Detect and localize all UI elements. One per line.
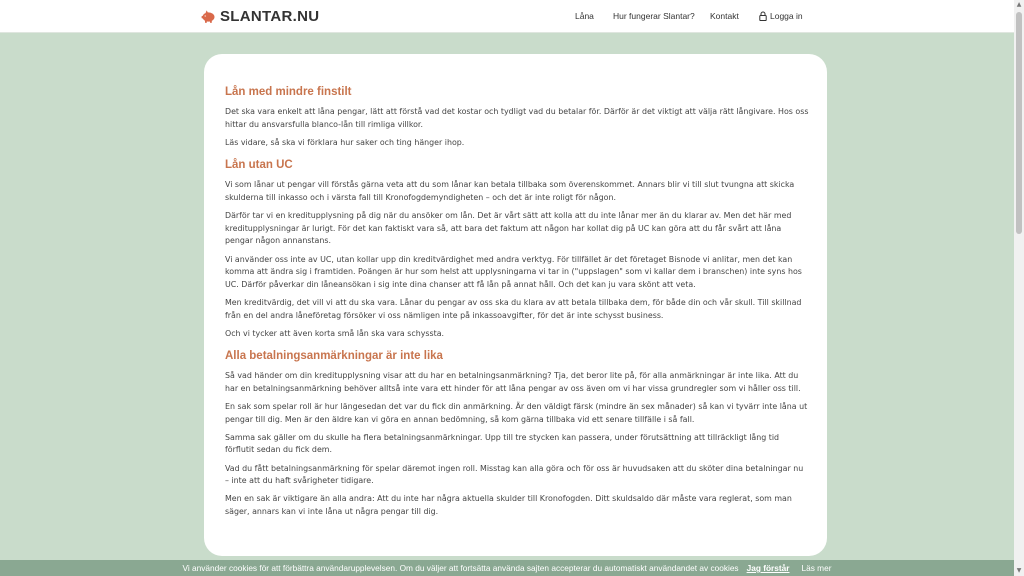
cookie-banner <box>0 560 1014 576</box>
paragraph: En sak som spelar roll är hur längesedan det var du fick din anmärkning. Är den väldigt färsk (mindre än sex månader) så kan vi tyvärr inte låna ut pengar till dig. Men är den äldre kan vi göra en annan bedömning, så kom gärna tillbaka vid ett senare tillfälle i så fall. <box>225 402 808 424</box>
scrollbar-thumb[interactable] <box>1016 12 1022 234</box>
logo-text: SLANTAR.NU <box>220 7 320 25</box>
cookie-text: Vi använder cookies för att förbättra användarupplevelsen. Om du väljer att fortsätta använda sajten accepterar du automatiskt användandet av cookies <box>182 563 739 573</box>
piggy-bank-icon <box>200 8 216 24</box>
paragraph: Samma sak gäller om du skulle ha flera betalningsanmärkningar. Upp till tre stycken kan passera, under förutsättning att tillräckligt lång tid förflutit sedan du fick dem. <box>225 432 780 455</box>
cookie-read-more-link[interactable]: Läs mer <box>801 563 832 573</box>
site-logo[interactable] <box>200 6 319 26</box>
paragraph: Läs vidare, så ska vi förklara hur saker och ting hänger ihop. <box>225 137 465 147</box>
paragraph: Vi använder oss inte av UC, utan kollar upp din kreditvärdighet med andra verktyg. För tillfället är det företaget Bisnode vi anlitar, men det kan komma att ändra sig i framtiden. Poängen är hur som helst att upplysningarna vi tar in ("uppslagen" som vi kallar dem i branschen) inte syns hos UC. Därför påverkar din låneansökan i sig inte dina chanser att få lån på annat håll. Och det kan ju vara skönt att veta. <box>225 254 802 289</box>
cookie-accept-link[interactable]: Jag förstår <box>746 563 790 573</box>
nav-item-kontakt[interactable]: Kontakt <box>710 11 739 21</box>
section-lan-utan-uc <box>225 157 809 340</box>
section-heading: Lån med mindre finstilt <box>225 86 352 98</box>
nav-item-hur-fungerar[interactable]: Hur fungerar Slantar? <box>613 11 695 21</box>
paragraph: Vad du fått betalningsanmärkning för spelar däremot ingen roll. Misstag kan alla göra och för oss är huvudsaken att du sköter dina betalningar nu – inte att du haft svårigheter tidigare. <box>225 463 804 486</box>
paragraph: Vi som lånar ut pengar vill förstås gärna veta att du som lånar kan betala tillbaka som överenskommet. Annars blir vi till slut tvungna att skicka skulderna till inkasso och i värsta fall till Kronofogdemyndigheten – och det är inte roligt för någon. <box>225 180 795 202</box>
section-betalningsanmarkningar <box>225 348 809 518</box>
paragraph: Det ska vara enkelt att låna pengar, lätt att förstå vad det kostar och tydligt vad du betalar för. Därför är det viktigt att välja rätt långivare. Hos oss hittar du ansvarsfulla blanco-lån till rimliga villkor. <box>225 107 809 129</box>
paragraph: Men kreditvärdig, det vill vi att du ska vara. Lånar du pengar av oss ska du klara av att betala tillbaka dem, för både din och vår skull. Till skillnad från en del andra låneföretag försöker vi oss nämligen inte på inkassoavgifter, för det är inte schysst business. <box>225 297 802 320</box>
article <box>225 84 809 524</box>
section-heading: Alla betalningsanmärkningar är inte lika <box>225 350 443 363</box>
scroll-up-arrow-icon[interactable]: ▲ <box>1016 1 1022 8</box>
section-lan-med-mindre-finstilt <box>225 84 809 149</box>
content-card <box>204 54 827 556</box>
top-header <box>0 0 1014 33</box>
paragraph: Därför tar vi en kreditupplysning på dig när du ansöker om lån. Det är vårt sätt att kolla att du inte lånar mer än du klarar av. Men det här med kreditupplysningar är lurigt. För det kan faktiskt vara så, att bara det faktum att någon har kollat dig på UC kan göra att du får svårt att låna pengar någon annanstans. <box>225 211 792 246</box>
paragraph: Och vi tycker att även korta små lån ska vara schyssta. <box>225 328 445 338</box>
nav-item-lana[interactable]: Låna <box>575 11 594 21</box>
paragraph: Så vad händer om din kreditupplysning visar att du har en betalningsanmärkning? Tja, det beror lite på, för alla anmärkningar är inte lika. Att du har en betalningsanmärkning behöver alltså inte vara ett hinder för att låna pengar av oss även om vi har vissa grundregler som vi håller oss till. <box>225 371 801 393</box>
scroll-down-arrow-icon[interactable]: ▼ <box>1016 567 1022 574</box>
lock-icon <box>759 11 767 21</box>
page-scrollbar[interactable] <box>1014 0 1024 576</box>
section-heading: Lån utan UC <box>225 159 293 172</box>
paragraph: Men en sak är viktigare än alla andra: Att du inte har några aktuella skulder till Kronofogden. Ditt skuldsaldo där måste vara reglerat, som man säger, annars kan vi inte låna ut några pengar till dig. <box>225 494 792 516</box>
nav-item-logga-in[interactable] <box>759 11 803 21</box>
logga-in-label: Logga in <box>770 11 803 21</box>
